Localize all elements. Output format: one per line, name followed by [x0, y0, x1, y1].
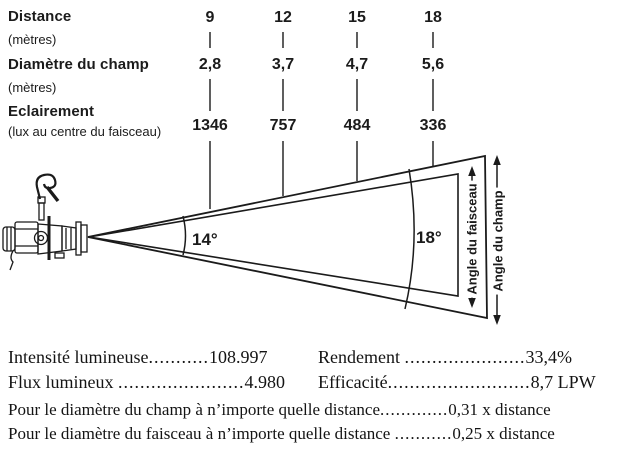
row-label-diametre: Diamètre du champ: [8, 56, 149, 73]
dot-leader: ...........: [394, 424, 453, 443]
stat-flux-lumineux: [8, 372, 285, 393]
stat-intensite-lumineuse: [8, 347, 267, 368]
stat-value: 8,7 LPW: [530, 372, 596, 392]
row-label-distance: Distance: [8, 8, 72, 25]
spotlight-fixture: [3, 175, 87, 270]
stat-label: Efficacité: [318, 372, 388, 392]
dot-leader: .............: [379, 400, 449, 419]
illuminance-value: 336: [419, 117, 447, 134]
field-axis-label: Angle du champ: [489, 187, 508, 294]
beam-angle-label: 14°: [192, 230, 218, 249]
distance-value: 12: [274, 9, 292, 26]
stat-value: 4.980: [244, 372, 286, 392]
distance-value: 9: [205, 9, 215, 26]
field-diameter-value: 4,7: [345, 56, 369, 73]
dot-leader: ..........................: [387, 372, 531, 392]
dot-leader: ......................: [404, 347, 526, 367]
dot-leader: ...........: [148, 347, 209, 367]
stat-label: Intensité lumineuse: [8, 347, 149, 367]
formula-value: 0,25 x distance: [452, 424, 555, 443]
dot-leader: .......................: [118, 372, 245, 392]
field-diameter-value: 5,6: [421, 56, 445, 73]
row-unit-diametre: (mètres): [8, 80, 57, 95]
formula-label: Pour le diamètre du champ à n’importe quelle distance: [8, 400, 380, 419]
stat-label: Rendement: [318, 347, 405, 367]
beam-axis-label: Angle du faisceau: [463, 180, 482, 297]
stat-value: 33,4%: [525, 347, 572, 367]
stat-value: 108.997: [208, 347, 268, 367]
formula-diametre-champ: [8, 400, 551, 420]
row-label-eclairement: Eclairement: [8, 103, 95, 120]
illuminance-value: 484: [343, 117, 371, 134]
distance-value: 18: [424, 9, 442, 26]
formula-label: Pour le diamètre du faisceau à n’importe quelle distance: [8, 424, 395, 443]
formula-diametre-faisceau: [8, 424, 555, 444]
stat-rendement: [318, 347, 572, 368]
stat-efficacite: [318, 372, 596, 393]
illuminance-value: 757: [269, 117, 297, 134]
field-diameter-value: 2,8: [198, 56, 222, 73]
field-diameter-value: 3,7: [271, 56, 295, 73]
stat-label: Flux lumineux: [8, 372, 119, 392]
illuminance-value: 1346: [192, 117, 228, 134]
field-angle-label: 18°: [416, 228, 442, 247]
formula-value: 0,31 x distance: [448, 400, 551, 419]
row-unit-eclairement: (lux au centre du faisceau): [8, 124, 162, 139]
beam-cone-outline: [89, 174, 458, 296]
row-unit-distance: (mètres): [8, 32, 57, 47]
distance-value: 15: [348, 9, 366, 26]
